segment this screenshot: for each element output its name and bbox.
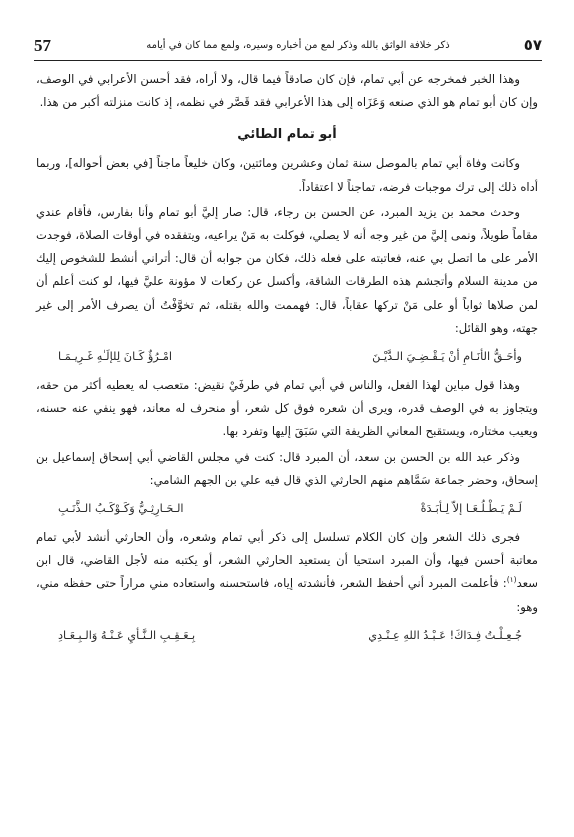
paragraph: وذكر عبد الله بن الحسن بن سعد، أن المبرد قال: كنت في مجلس القاضي أبي إسحاق إسماعيل بن إسحاق، وحضر جماعة سَمَّاهم منهم الحارثي الذي قال فيه علي بن الجهم الشامي: bbox=[36, 449, 538, 487]
verse-line bbox=[36, 497, 538, 521]
paragraph bbox=[36, 526, 538, 619]
verse-line bbox=[36, 624, 538, 648]
paragraph: وهذا الخبر فمخرجه عن أبي تمام، فإن كان صادقاً فيما قال، ولا أراه، فقد أحسن الأعرابي في الوصف، وإن كان أبو تمام هو الذي صنعه وَعَزَاه إلى هذا الأعرابي فقد قَصَّر في نظمه، إذ كانت منزلته أكبر من هذا. bbox=[36, 72, 538, 110]
verse-first-hemistich: جُـعِـلْـتُ فِـدَاكَ! عَـبْـدُ اللهِ عِـنْـدِي bbox=[368, 628, 522, 642]
paragraph: وهذا قول مباين لهذا الفعل، والناس في أبي تمام في طرفَيْ نقيض: متعصب له يعطيه أكثر من حقه، ويتجاوز به في الوصف قدره، ويرى أن شعره فوق كل شعر، أو منحرف له معاند، فهو ينفي عنه حسنه، ويعيب مختاره، ويستقبح المعاني الظريفة التي سَبَقَ إليها وتفرد بها. bbox=[36, 378, 538, 439]
verse-second-hemistich: امْـرُؤٌ كَـانَ لِلإلَـٰهِ غَـرِيـمَـا bbox=[58, 350, 173, 364]
running-title: ذكر خلافة الواثق بالله وذكر لمع من أخباره وسيره، ولمع مما كان في أيامه bbox=[146, 40, 450, 51]
page-number-arabic: ٥٧ bbox=[523, 36, 542, 54]
paragraph: وحدث محمد بن يزيد المبرد، عن الحسن بن رجاء، قال: صار إليَّ أبو تمام وأنا بفارس، فأقام عندي مقاماً طويلاً، ونمى إليَّ من غير وجه أنه لا يصلي، فوكلت به مَنْ يراعيه، ويتفقده في أوقات الصلاة، فوجدت الأمر على ما اتصل بي عنه، فعاتبته على فعله ذلك، فكان من جوابه أن قال: أتراني أنشط للشخوص إليك من مدينة السلام وأتجشم هذه الطرقات الشاقة، وأكسل عن ركعات لا مؤونة عليَّ فيها، لو كنت أعلم أن لمن صلاها ثواباً أو على مَنْ تركها عقاباً، قال: فهممت والله بقتله، ثم تخوَّفْتُ أن يصرف الأمر إلى غير جهته، وهو القائل: bbox=[36, 204, 538, 335]
page-number-latin: 57 bbox=[34, 36, 51, 55]
paragraph-text: : فأعلمت المبرد أني أحفظ الشعر، فأنشدته إياه، فاستحسنه واستعاده مني مراراً حتى حفظه مني، وهو: bbox=[36, 576, 538, 614]
section-heading: أبو تمام الطائي bbox=[237, 127, 337, 143]
verse-second-hemistich: الـحَـارِثِـيُّ وَكَـوْكَـبُ الـذَّنَـبِ bbox=[58, 502, 184, 516]
verse-line bbox=[36, 345, 538, 369]
verse-first-hemistich: وأحَـقُّ الأنَـامِ أنْ يَـقْـضِـيَ الـدَّيْـنَ bbox=[372, 350, 522, 364]
verse-second-hemistich: بِـعَـقِـبِ الـنَّـأيِ عَـنْـهُ وَالـبِـعَـادِ bbox=[58, 628, 196, 642]
verse-first-hemistich: لَـمْ يَـطْـلُـعَـا إلاّ لِـأبَـدَةْ bbox=[420, 502, 522, 516]
paragraph-text: فجرى ذلك الشعر وإن كان الكلام تسلسل إلى ذكر أبي تمام وشعره، وأن الحارثي أنشد لأبي تمام معاتبة أحسن فيها، وأن المبرد استحيا أن يستعيد الحارثي الشعر، أو يكتبه منه لأجل القاضي، قال ابن سعد bbox=[36, 530, 538, 591]
body-text bbox=[36, 68, 538, 653]
paragraph: وكانت وفاة أبي تمام بالموصل سنة ثمان وعشرين ومائتين، وكان خليعاً ماجناً [في بعض أحواله]، وربما أداه ذلك إلى ترك موجبات فرضه، تماجناً لا اعتقاداً. bbox=[36, 156, 538, 194]
footnote-marker[interactable]: (١) bbox=[506, 575, 517, 585]
page-header bbox=[34, 34, 542, 61]
